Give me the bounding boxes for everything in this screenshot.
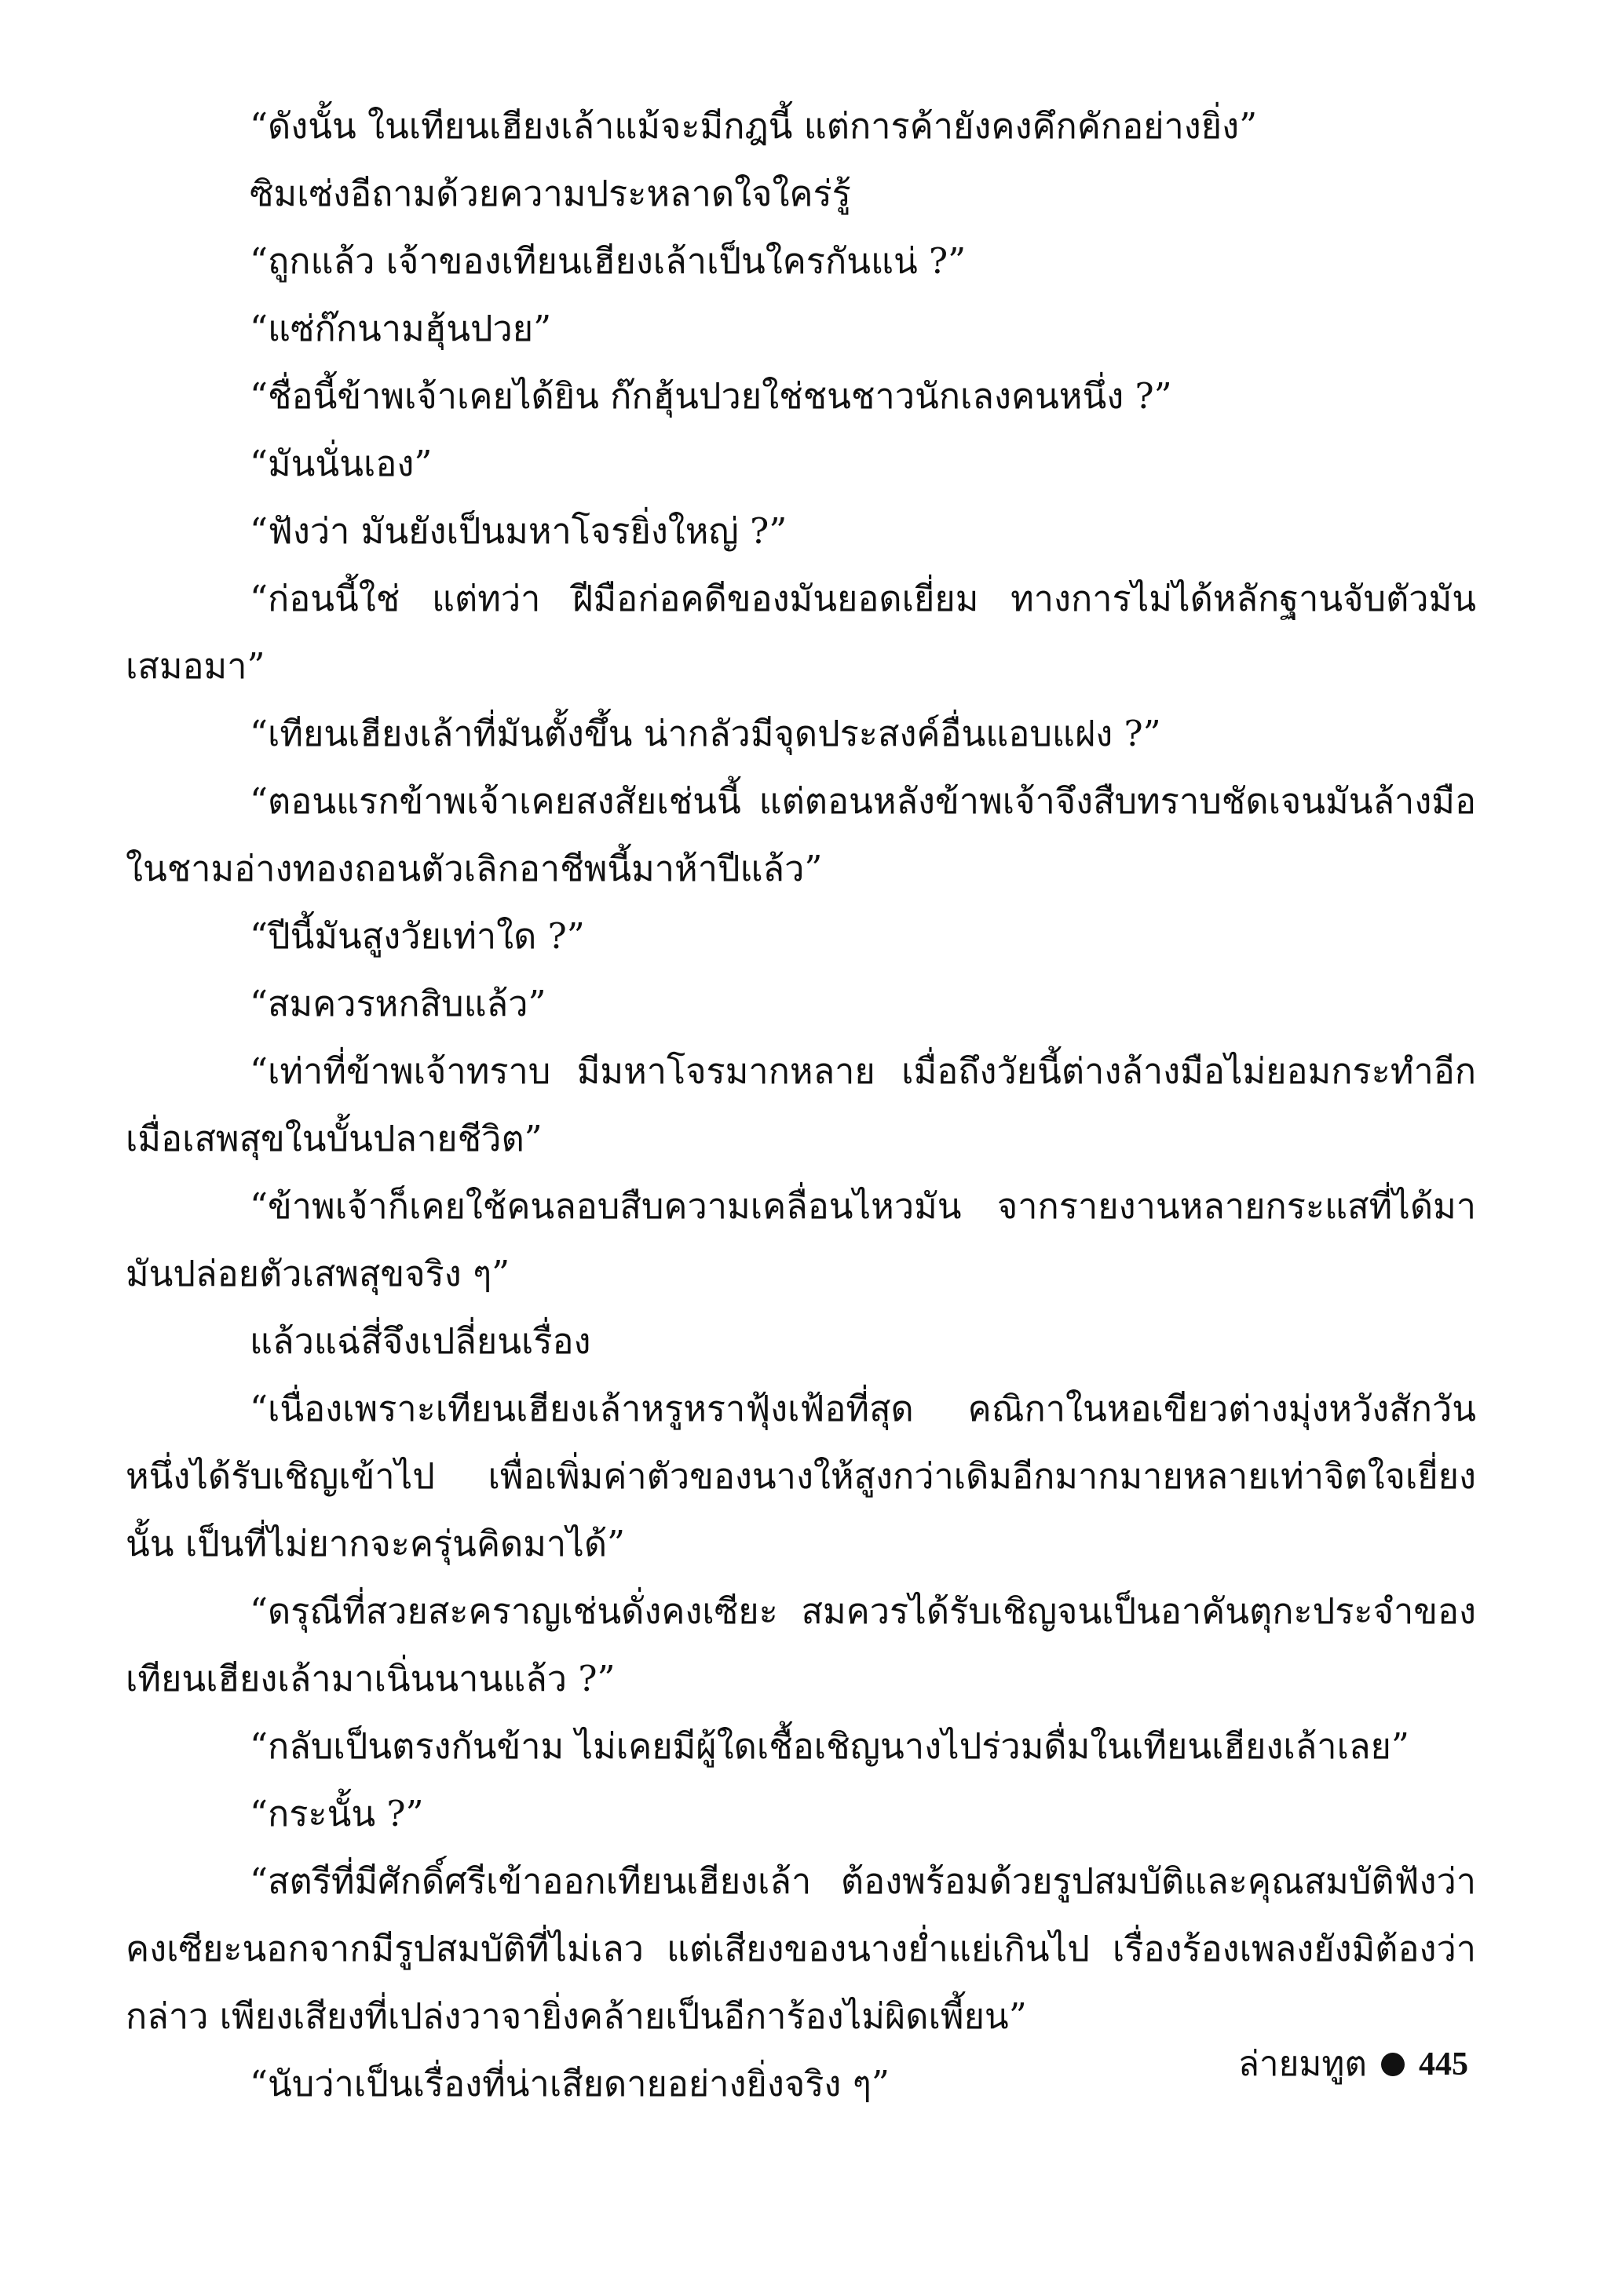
paragraph: “ดรุณีที่สวยสะคราญเช่นดั่งคงเซียะ สมควรได้รับเชิญจนเป็นอาคันตุกะประจำของเทียนเฮียงเล้ามาเนิ่นนานแล้ว ?” <box>126 1590 1476 1699</box>
paragraph: “เทียนเฮียงเล้าที่มันตั้งขึ้น น่ากลัวมีจุดประสงค์อื่นแอบแฝง ?” <box>250 713 1161 754</box>
paragraph: “ตอนแรกข้าพเจ้าเคยสงสัยเช่นนี้ แต่ตอนหลังข้าพเจ้าจึงสืบทราบชัดเจนมันล้างมือในชามอ่างทองถอนตัวเลิกอาชีพนี้มาห้าปีแล้ว” <box>126 780 1476 889</box>
paragraph: “ชื่อนี้ข้าพเจ้าเคยได้ยิน ก๊กฮุ้นปวยใช่ชนชาวนักเลงคนหนึ่ง ?” <box>250 375 1172 417</box>
paragraph: “ปีนี้มันสูงวัยเท่าใด ?” <box>250 915 585 957</box>
page-footer <box>1238 2041 1468 2088</box>
paragraph: “ก่อนนี้ใช่ แต่ทว่า ฝีมือก่อคดีของมันยอดเยี่ยม ทางการไม่ได้หลักฐานจับตัวมันเสมอมา” <box>126 578 1476 687</box>
paragraph: “ข้าพเจ้าก็เคยใช้คนลอบสืบความเคลื่อนไหวมัน จากรายงานหลายกระแสที่ได้มา มันปล่อยตัวเสพสุขจริง ๆ” <box>126 1185 1476 1294</box>
paragraph: “มันนั่นเอง” <box>250 443 433 484</box>
paragraph: “ฟังว่า มันยังเป็นมหาโจรยิ่งใหญ่ ?” <box>250 510 788 552</box>
body-text <box>126 93 1476 2118</box>
page-number: 445 <box>1419 2046 1468 2082</box>
paragraph: “สตรีที่มีศักดิ์ศรีเข้าออกเทียนเฮียงเล้า ต้องพร้อมด้วยรูปสมบัติและคุณสมบัติฟังว่า คงเซียะนอกจากมีรูปสมบัติที่ไม่เลว แต่เสียงของนางย่ำแย่เกินไป เรื่องร้องเพลงยังมิต้องว่ากล่าว เพียงเสียงที่เปล่งวาจายิ่งคล้ายเป็นอีการ้องไม่ผิดเพี้ยน” <box>126 1860 1476 2037</box>
paragraph: แล้วแฉ่สี่จึงเปลี่ยนเรื่อง <box>250 1320 591 1362</box>
paragraph: “เท่าที่ข้าพเจ้าทราบ มีมหาโจรมากหลาย เมื่อถึงวัยนี้ต่างล้างมือไม่ยอมกระทำอีก เมื่อเสพสุขในบั้นปลายชีวิต” <box>126 1050 1476 1159</box>
paragraph: “กลับเป็นตรงกันข้าม ไม่เคยมีผู้ใดเชื้อเชิญนางไปร่วมดื่มในเทียนเฮียงเล้าเลย” <box>250 1725 1409 1767</box>
paragraph: “นับว่าเป็นเรื่องที่น่าเสียดายอย่างยิ่งจริง ๆ” <box>250 2063 890 2104</box>
paragraph: “แซ่ก๊กนามฮุ้นปวย” <box>250 308 552 349</box>
paragraph: ซิมเซ่งอีถามด้วยความประหลาดใจใคร่รู้ <box>250 173 851 214</box>
bullet-icon <box>1381 2053 1405 2076</box>
paragraph: “ดังนั้น ในเทียนเฮียงเล้าแม้จะมีกฎนี้ แต่การค้ายังคงคึกคักอย่างยิ่ง” <box>250 105 1258 147</box>
paragraph: “เนื่องเพราะเทียนเฮียงเล้าหรูหราฟุ้งเฟ้อที่สุด คณิกาในหอเขียวต่างมุ่งหวังสักวันหนึ่งได้รับเชิญเข้าไป เพื่อเพิ่มค่าตัวของนางให้สูงกว่าเดิมอีกมากมายหลายเท่าจิตใจเยี่ยงนั้น เป็นที่ไม่ยากจะครุ่นคิดมาได้” <box>126 1388 1476 1564</box>
paragraph: “ถูกแล้ว เจ้าของเทียนเฮียงเล้าเป็นใครกันแน่ ?” <box>250 240 967 282</box>
paragraph: “สมควรหกสิบแล้ว” <box>250 983 546 1024</box>
paragraph: “กระนั้น ?” <box>250 1793 424 1834</box>
running-title: ล่ายมทูต <box>1237 2044 1367 2084</box>
